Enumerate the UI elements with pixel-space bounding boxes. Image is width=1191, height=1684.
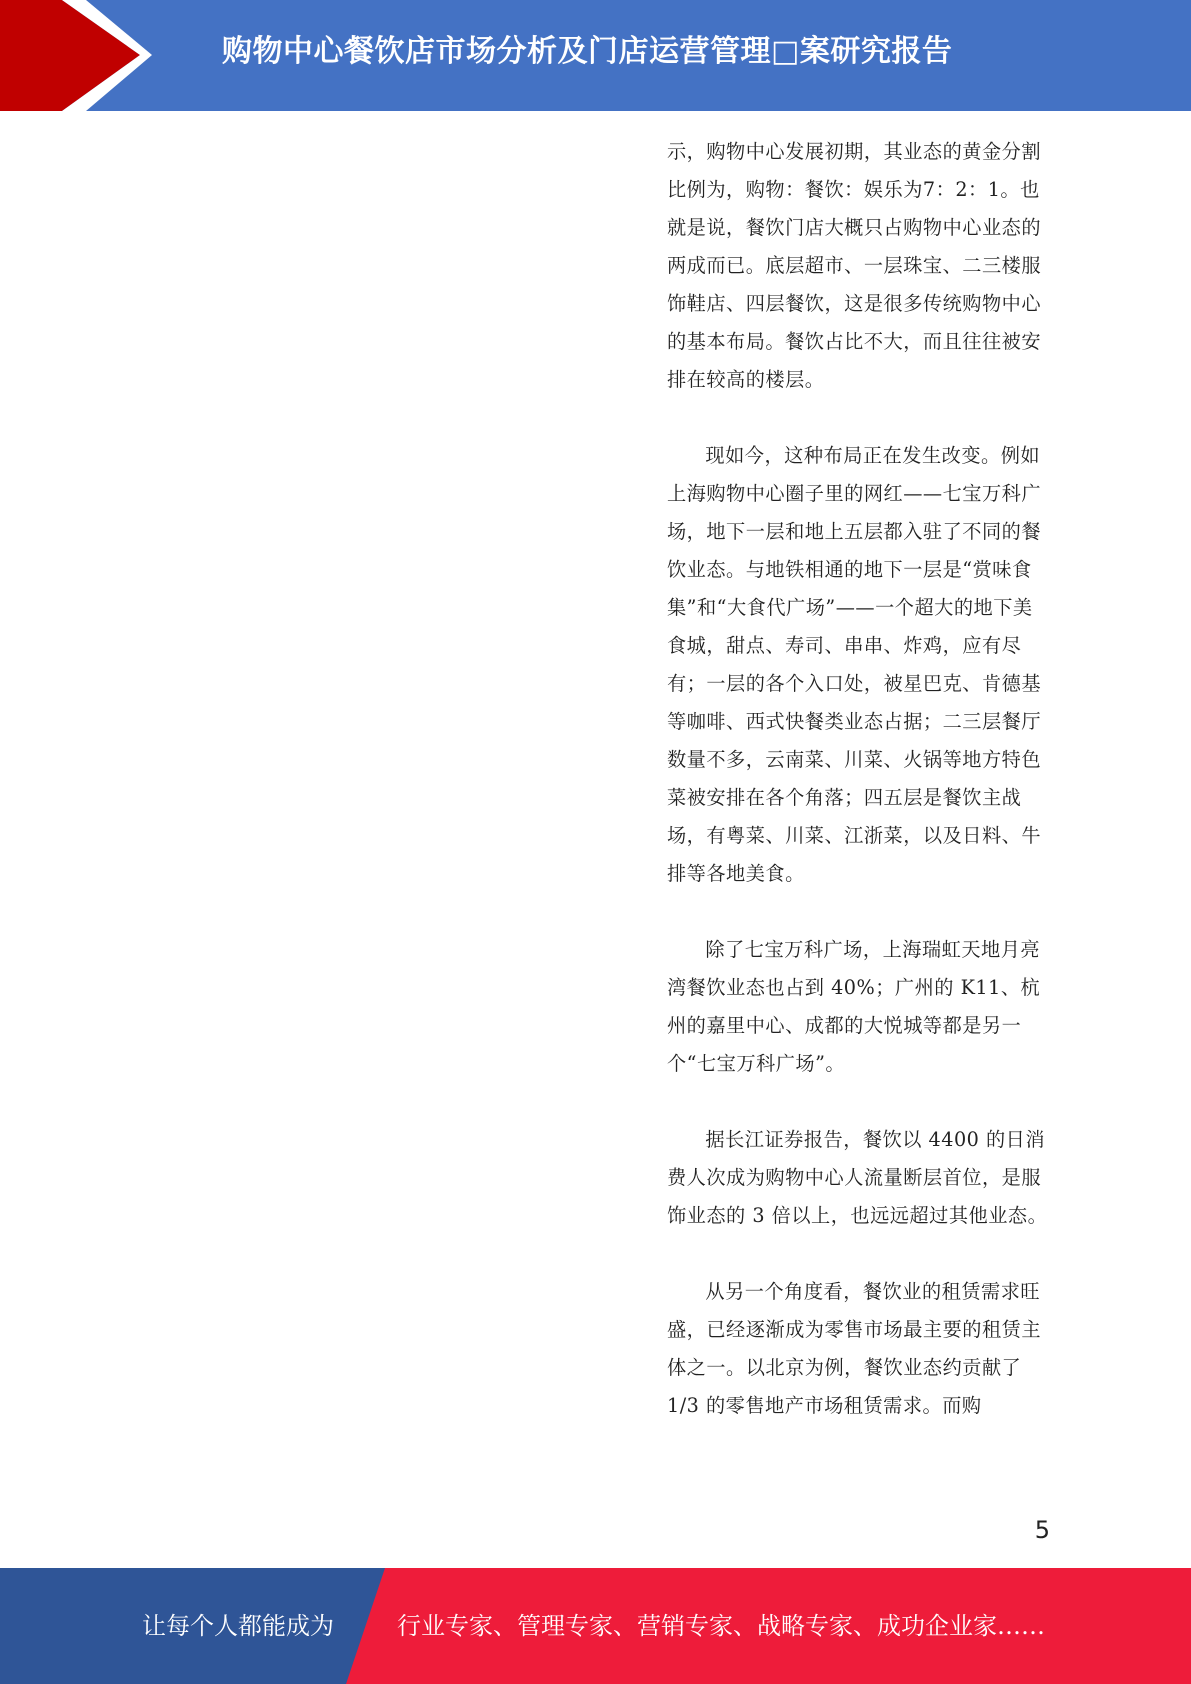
paragraph-1: 示，购物中心发展初期，其业态的黄金分割比例为，购物：餐饮：娱乐为7：2：1。也就是说，餐饮门店大概只占购物中心业态的两成而已。底层超市、一层珠宝、二三楼服饰鞋店、四层餐饮，这是很多传统购物中心的基本布局。餐饮占比不大，而且往往被安排在较高的楼层。 [667, 140, 1042, 391]
header-arrow-decoration [0, 0, 160, 111]
header-title: 购物中心餐饮店市场分析及门店运营管理□案研究报告 [222, 34, 953, 69]
footer-right-text: 行业专家、管理专家、营销专家、战略专家、成功企业家…… [397, 1612, 1045, 1640]
page-header [0, 0, 1191, 111]
body-text [667, 133, 1049, 1463]
page-number: 5 [1034, 1516, 1050, 1544]
paragraph-4: 据长江证券报告，餐饮以 4400 的日消费人次成为购物中心人流量断层首位，是服饰业态的 3 倍以上，也远远超过其他业态。 [667, 1128, 1048, 1227]
page-footer [0, 1568, 1191, 1684]
paragraph-2: 现如今，这种布局正在发生改变。例如上海购物中心圈子里的网红——七宝万科广场，地下一层和地上五层都入驻了不同的餐饮业态。与地铁相通的地下一层是“赏味食集”和“大食代广场”——一个超大的地下美食城，甜点、寿司、串串、炸鸡，应有尽有；一层的各个入口处，被星巴克、肯德基等咖啡、西式快餐类业态占据；二三层餐厅数量不多，云南菜、川菜、火锅等地方特色菜被安排在各个角落；四五层是餐饮主战场，有粤菜、川菜、江浙菜，以及日料、牛排等各地美食。 [667, 444, 1042, 885]
paragraph-3: 除了七宝万科广场，上海瑞虹天地月亮湾餐饮业态也占到 40%；广州的 K11、杭州的嘉里中心、成都的大悦城等都是另一个“七宝万科广场”。 [667, 938, 1041, 1075]
paragraph-5: 从另一个角度看，餐饮业的租赁需求旺盛，已经逐渐成为零售市场最主要的租赁主体之一。以北京为例，餐饮业态约贡献了 1/3 的零售地产市场租赁需求。而购 [667, 1280, 1042, 1417]
footer-left-text: 让每个人都能成为 [142, 1612, 334, 1640]
